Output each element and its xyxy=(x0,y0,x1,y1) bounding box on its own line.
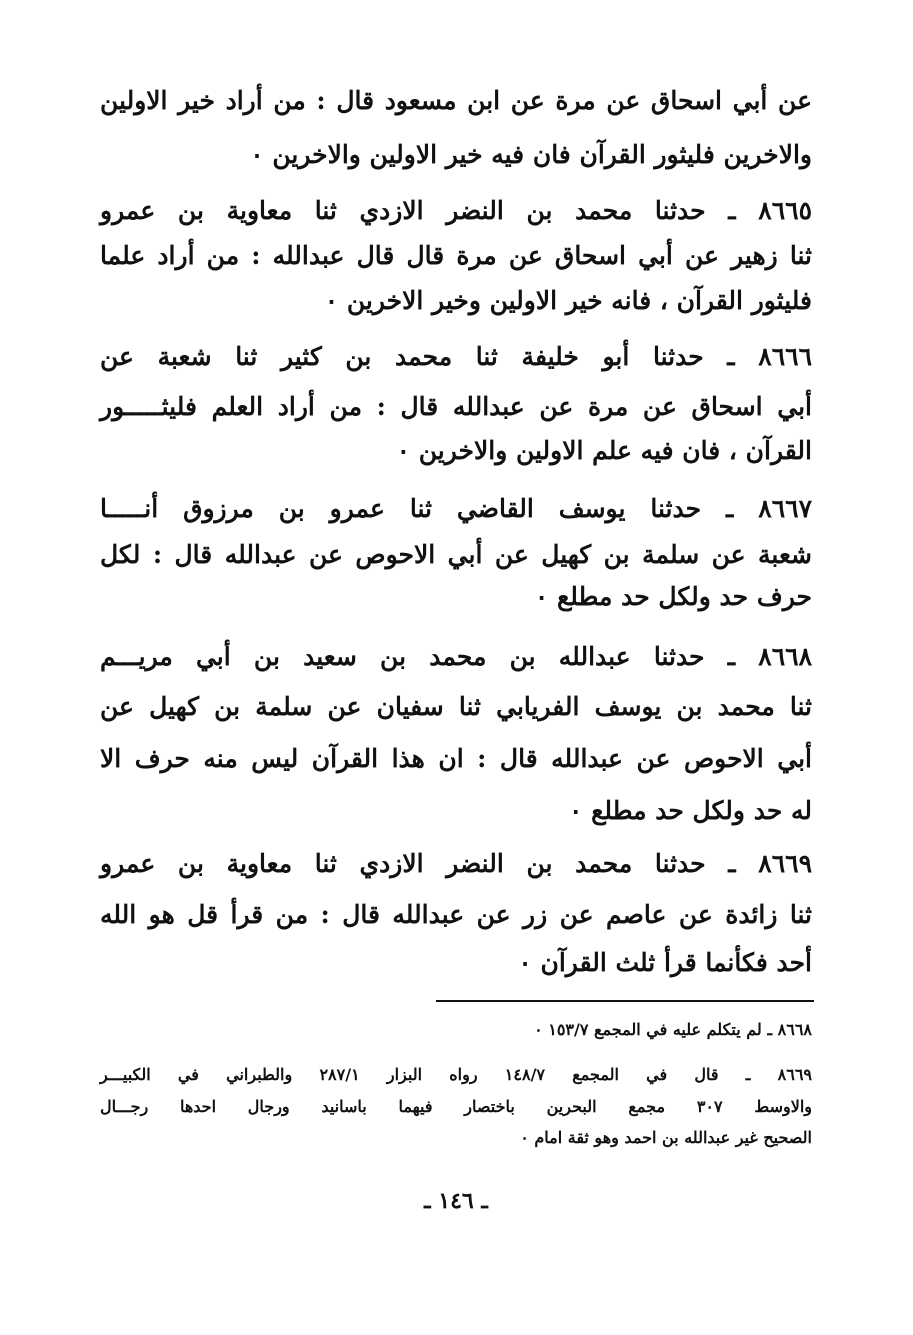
hadith-8665-line: ٨٦٦٥ ـ حدثنا محمد بن النضر الازدي ثنا معاوية بن عمرو xyxy=(100,196,812,225)
body-line: له حد ولكل حد مطلع ٠ xyxy=(568,796,812,825)
body-line: حرف حد ولكل حد مطلع ٠ xyxy=(534,582,812,611)
footnote-line: الصحيح غير عبدالله بن احمد وهو ثقة امام ٠ xyxy=(520,1128,812,1147)
body-line: والاخرين فليثور القرآن فان فيه خير الاولين والاخرين ٠ xyxy=(250,140,812,169)
body-line: ثنا محمد بن يوسف الفريابي ثنا سفيان عن سلمة بن كهيل عن xyxy=(100,692,812,721)
body-line: فليثور القرآن ، فانه خير الاولين وخير الاخرين ٠ xyxy=(324,286,812,315)
body-line: أبي اسحاق عن مرة عن عبدالله قال : من أراد العلم فليثـــــور xyxy=(100,392,812,421)
footnote-8668: ٨٦٦٨ ـ لم يتكلم عليه في المجمع ١٥٣/٧ ٠ xyxy=(534,1020,812,1039)
hadith-8667-line: ٨٦٦٧ ـ حدثنا يوسف القاضي ثنا عمرو بن مرزوق أنـــــا xyxy=(100,494,812,523)
body-line: ثنا زهير عن أبي اسحاق عن مرة قال قال عبدالله : من أراد علما xyxy=(100,241,812,270)
body-line: أحد فكأنما قرأ ثلث القرآن ٠ xyxy=(518,948,812,977)
footnote-line: والاوسط ٣٠٧ مجمع البحرين باختصار فيهما باسانيد ورجال احدها رجـــال xyxy=(100,1097,813,1116)
body-line: أبي الاحوص عن عبدالله قال : ان هذا القرآن ليس منه حرف الا xyxy=(100,744,812,773)
page-number: ـ ١٤٦ ـ xyxy=(424,1188,488,1214)
body-line: شعبة عن سلمة بن كهيل عن أبي الاحوص عن عبدالله قال : لكل xyxy=(100,540,812,569)
footnote-8669: ٨٦٦٩ ـ قال في المجمع ١٤٨/٧ رواه البزار ٢٨٧/١ والطبراني في الكبيـــر xyxy=(100,1065,812,1084)
body-line: القرآن ، فان فيه علم الاولين والاخرين ٠ xyxy=(396,436,812,465)
hadith-8666-line: ٨٦٦٦ ـ حدثنا أبو خليفة ثنا محمد بن كثير ثنا شعبة عن xyxy=(100,342,812,371)
body-line: ثنا زائدة عن عاصم عن زر عن عبدالله قال : من قرأ قل هو الله xyxy=(100,900,812,929)
footnote-separator xyxy=(436,1000,814,1002)
hadith-8668-line: ٨٦٦٨ ـ حدثنا عبدالله بن محمد بن سعيد بن أبي مريـــم xyxy=(100,642,812,671)
hadith-8669-line: ٨٦٦٩ ـ حدثنا محمد بن النضر الازدي ثنا معاوية بن عمرو xyxy=(100,849,812,878)
body-line: عن أبي اسحاق عن مرة عن ابن مسعود قال : من أراد خير الاولين xyxy=(100,86,812,115)
